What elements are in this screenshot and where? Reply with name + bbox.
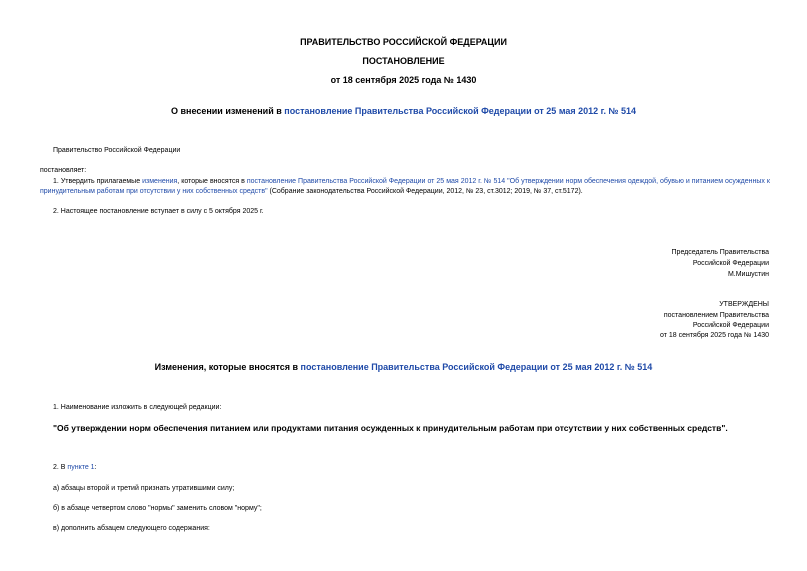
changes-link[interactable]: изменения — [142, 178, 178, 185]
resolution-514-full-link[interactable]: постановление Правительства Российской Федерации от 25 мая 2012 г. № 514 "Об утверждении норм обеспечения одеждой, обувью и питанием осужденных к принудительным работам при отсутствии у них собственных средств" — [40, 178, 770, 195]
changes-title — [0, 362, 807, 372]
subitem-a: а) абзацы второй и третий признать утратившими силу; — [53, 485, 235, 492]
issuer-text: Правительство Российской Федерации — [53, 147, 181, 154]
change-2-paragraph — [53, 463, 97, 473]
new-title-quote: "Об утверждении норм обеспечения питанием или продуктами питания осужденных к принудительным работам при отсутствии у них собственных средств". — [53, 423, 728, 433]
item-1-paragraph — [40, 177, 770, 197]
approval-line-3: Российской Федерации — [692, 322, 769, 329]
change-2-prefix: 2. В — [53, 464, 68, 471]
approval-line-4: от 18 сентября 2025 года № 1430 — [659, 332, 769, 339]
change-1-paragraph: 1. Наименование изложить в следующей редакции: — [53, 404, 222, 411]
government-heading: ПРАВИТЕЛЬСТВО РОССИЙСКОЙ ФЕДЕРАЦИИ — [300, 37, 507, 47]
approval-line-2: постановлением Правительства — [663, 312, 769, 319]
item-2-paragraph: 2. Настоящее постановление вступает в силу с 5 октября 2025 г. — [53, 208, 264, 215]
change-2-suffix: : — [94, 464, 97, 471]
document-type: ПОСТАНОВЛЕНИЕ — [362, 56, 445, 66]
subitem-b: б) в абзаце четвертом слово "нормы" заменить словом "норму"; — [53, 505, 262, 512]
point-1-link[interactable]: пункте 1 — [67, 464, 95, 471]
signature-name: М.Мишустин — [727, 271, 769, 278]
resolution-514-link[interactable]: постановление Правительства Российской Федерации от 25 мая 2012 г. № 514 — [284, 106, 637, 116]
document-date-number: от 18 сентября 2025 года № 1430 — [330, 75, 477, 85]
item-1-text-a: 1. Утвердить прилагаемые — [53, 178, 143, 185]
signature-country: Российской Федерации — [692, 260, 769, 267]
resolves-text: постановляет: — [40, 167, 87, 174]
document-title — [0, 106, 807, 116]
subitem-c: в) дополнить абзацем следующего содержания: — [53, 525, 210, 532]
signature-title: Председатель Правительства — [671, 249, 769, 256]
changes-title-prefix: Изменения, которые вносятся в — [154, 362, 301, 372]
item-1-text-c: (Собрание законодательства Российской Федерации, 2012, № 23, ст.3012; 2019, № 37, ст.5172). — [267, 188, 583, 195]
document-title-prefix: О внесении изменений в — [170, 106, 285, 116]
changes-resolution-514-link[interactable]: постановление Правительства Российской Федерации от 25 мая 2012 г. № 514 — [300, 362, 653, 372]
approval-heading: УТВЕРЖДЕНЫ — [719, 301, 769, 308]
item-1-text-b: , которые вносятся в — [177, 178, 247, 185]
